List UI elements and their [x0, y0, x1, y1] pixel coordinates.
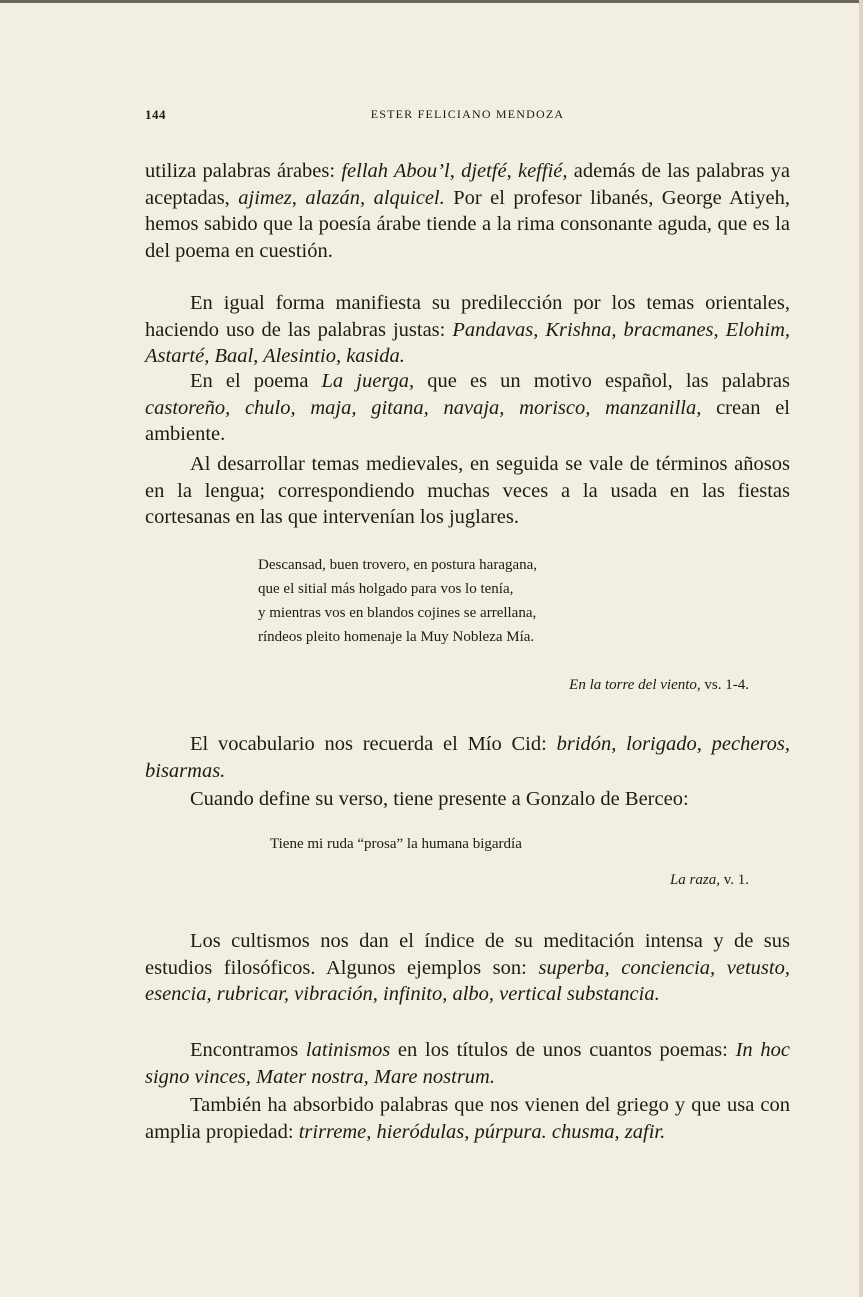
paragraph-6: Cuando define su verso, tiene presente a Gonzalo de Berceo:: [190, 788, 689, 810]
verse-line: y mientras vos en blandos cojines se arrellana,: [258, 605, 537, 621]
paragraph-4: Al desarrollar temas medievales, en seguida se vale de términos añosos en la lengua; correspondiendo muchas veces a la usada en las fiestas cortesanas en las que intervenían los juglares.: [145, 453, 790, 528]
verse-block-1: [258, 553, 698, 649]
verse-line: ríndeos pleito homenaje la Muy Nobleza Mía.: [258, 629, 535, 645]
paragraph-2: En igual forma manifiesta su predilección por los temas orientales, haciendo uso de las palabras justas: Pandavas, Krishna, bracmanes, Elohim, Astarté, Baal, Alesintio, kasida.: [145, 292, 790, 367]
top-border: [0, 0, 863, 3]
paragraph-8: Encontramos latinismos en los títulos de unos cuantos poemas: In hoc signo vinces, Mater nostra, Mare nostrum.: [145, 1039, 790, 1088]
page-number: 144: [145, 107, 166, 122]
paragraph-1: utiliza palabras árabes: fellah Abou’l, djetfé, keffié, además de las palabras ya aceptadas, ajimez, alazán, alquicel. Por el profesor libanés, George Atiyeh, hemos sabido que la poesía árabe tiende a la rima consonante aguda, que es la del poema en cuestión.: [145, 160, 790, 262]
verse-citation-2: La raza, v. 1.: [669, 872, 749, 888]
paragraph-5: El vocabulario nos recuerda el Mío Cid: bridón, lorigado, pecheros, bisarmas.: [145, 733, 790, 782]
verse-citation-1: En la torre del viento, vs. 1-4.: [569, 677, 749, 693]
verse-block-2: [270, 832, 710, 856]
page-edge: [859, 0, 863, 1297]
paragraph-3: En el poema La juerga, que es un motivo español, las palabras castoreño, chulo, maja, gitana, navaja, morisco, manzanilla, crean el ambiente.: [145, 370, 791, 445]
page-header: [145, 107, 790, 127]
verse-line: que el sitial más holgado para vos lo tenía,: [258, 581, 514, 597]
verse-line: Tiene mi ruda “prosa” la humana bigardía: [270, 836, 522, 852]
paragraph-9: También ha absorbido palabras que nos vienen del griego y que usa con amplia propiedad: trirreme, hieródulas, púrpura. chusma, zafir.: [145, 1094, 790, 1143]
paragraph-7: Los cultismos nos dan el índice de su meditación intensa y de sus estudios filosóficos. Algunos ejemplos son: superba, conciencia, vetusto, esencia, rubricar, vibración, infinito, albo, vertical substancia.: [145, 930, 790, 1005]
running-head: ESTER FELICIANO MENDOZA: [370, 107, 565, 121]
verse-line: Descansad, buen trovero, en postura haragana,: [258, 557, 538, 573]
